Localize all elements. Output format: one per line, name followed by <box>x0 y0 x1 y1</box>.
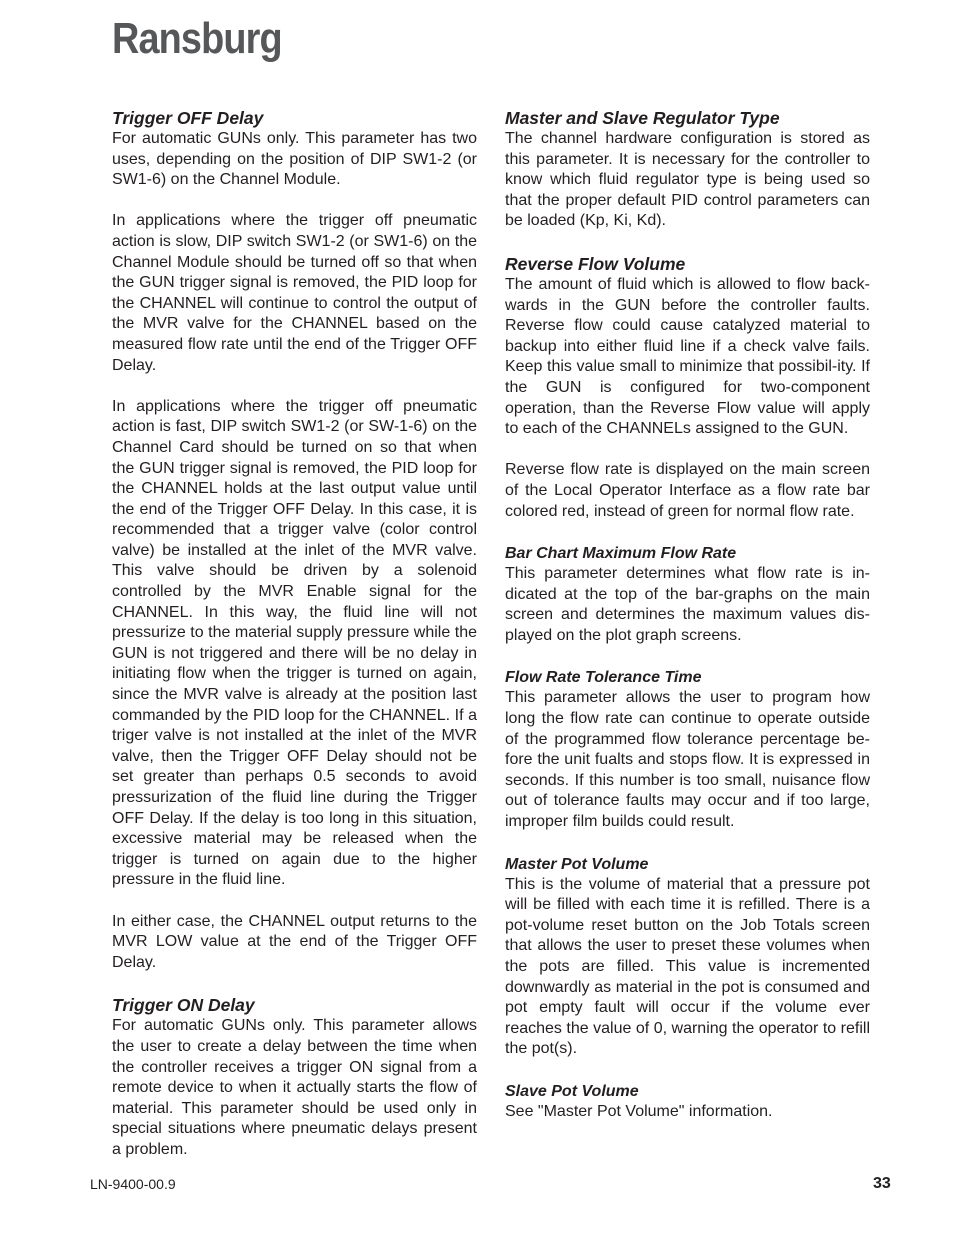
paragraph: In either case, the CHANNEL output returns to the MVR LOW value at the end of the Trigger OFF Delay. <box>112 912 477 971</box>
paragraph: This parameter allows the user to program how long the flow rate can continue to operate outside of the programmed flow tolerance percentage be-fore the unit fualts and stops flow. It is expressed in seconds. If this number is too small, nuisance flow out of tolerance faults may occur and if too large, improper film builds could result. <box>505 689 870 831</box>
paragraph: For automatic GUNs only. This parameter allows the user to create a delay between the time when the controller receives a trigger ON signal from a remote device to when it actually starts the flow of material. This parameter should be used only in special situations where pneumatic delays present a problem. <box>112 1017 477 1158</box>
section-trigger-off-delay <box>112 107 477 973</box>
paragraph: In applications where the trigger off pneumatic action is fast, DIP switch SW1-2 (or SW-1-6) on the Channel Card should be turned on so that when the GUN trigger signal is removed, the PID loop for the CHANNEL holds at the last output value until the end of the Trigger OFF Delay. In this case, it is recommended that a trigger valve (color control valve) be installed at the inlet of the MVR valve. This valve should be driven by a solenoid controlled by the MVR Enable signal for the CHANNEL. In this way, the fluid line will not pressurize to the material supply pressure while the GUN is not triggered and there will be no delay in initiating flow when the trigger is turned on again, since the MVR valve is already at the position last commanded by the PID loop for the CHANNEL. If a triger valve is not installed at the inlet of the MVR valve, then the Trigger OFF Delay should not be set greater than perhaps 0.5 seconds to avoid pressurization of the fluid line during the Trigger OFF Delay. If the delay is too long in this situation, excessive material may be released when the trigger is turned on again due to the higher pressure in the fluid line. <box>112 397 477 889</box>
section-heading: Master and Slave Regulator Type <box>505 108 780 128</box>
section-flow-tolerance-time <box>505 667 870 832</box>
section-slave-pot-volume <box>505 1081 870 1123</box>
section-heading: Trigger OFF Delay <box>112 108 264 128</box>
section-reverse-flow-volume <box>505 253 870 522</box>
paragraph: This is the volume of material that a pressure pot will be filled with each time it is refilled. There is a pot-volume reset button on the Job Totals screen that allows the user to preset these volumes when the pots are filled. This value is incremented downwardly as material in the pot is consumed and pot empty fault will occur if the volume ever reaches the value of 0, warning the operator to refill the pot(s). <box>505 875 870 1058</box>
subsection-heading: Flow Rate Tolerance Time <box>505 669 702 687</box>
section-heading: Reverse Flow Volume <box>505 253 686 274</box>
subsection-heading: Master Pot Volume <box>505 855 649 873</box>
section-heading: Trigger ON Delay <box>112 995 255 1016</box>
paragraph: Reverse flow rate is displayed on the main screen of the Local Operator Interface as a flow rate bar colored red, instead of green for normal flow rate. <box>505 461 870 520</box>
paragraph: The amount of fluid which is allowed to flow back-wards in the GUN before the controller faults. Reverse flow could cause catalyzed material to backup into either fluid line if a check valve fails. Keep this value small to minimize that possibil-ity. If the GUN is configured for two-component operation, than the Reverse Flow value will apply to each of the CHANNELs assigned to the GUN. <box>505 275 870 438</box>
ransburg-logo: Ransburg <box>112 14 282 63</box>
right-column <box>505 107 870 1123</box>
subsection-heading: Slave Pot Volume <box>505 1082 639 1100</box>
paragraph: For automatic GUNs only. This parameter has two uses, depending on the position of DIP SW1-2 (or SW1-6) on the Channel Module. <box>112 130 477 189</box>
section-trigger-on-delay <box>112 994 477 1160</box>
subsection-heading: Bar Chart Maximum Flow Rate <box>505 545 737 563</box>
section-bar-chart-max-flow <box>505 543 870 646</box>
section-regulator-type <box>505 107 870 232</box>
left-column <box>112 107 477 1161</box>
document-number: LN-9400-00.9 <box>90 1176 176 1192</box>
paragraph: See "Master Pot Volume" information. <box>505 1102 773 1120</box>
page-number: 33 <box>873 1175 891 1192</box>
paragraph: The channel hardware configuration is stored as this parameter. It is necessary for the controller to know which fluid regulator type is being used so that the proper default PID control parameters can be loaded (Kp, Ki, Kd). <box>505 130 870 230</box>
paragraph: This parameter determines what flow rate is in-dicated at the top of the bar-graphs on the main screen and determines the maximum values dis-played on the plot graph screens. <box>505 565 870 644</box>
section-master-pot-volume <box>505 854 870 1060</box>
paragraph: In applications where the trigger off pneumatic action is slow, DIP switch SW1-2 (or SW1-6) on the Channel Module should be turned off so that when the GUN trigger signal is removed, the PID loop for the CHANNEL will continue to control the output of the MVR valve for the CHANNEL based on the measured flow rate until the end of the Trigger OFF Delay. <box>112 212 477 374</box>
